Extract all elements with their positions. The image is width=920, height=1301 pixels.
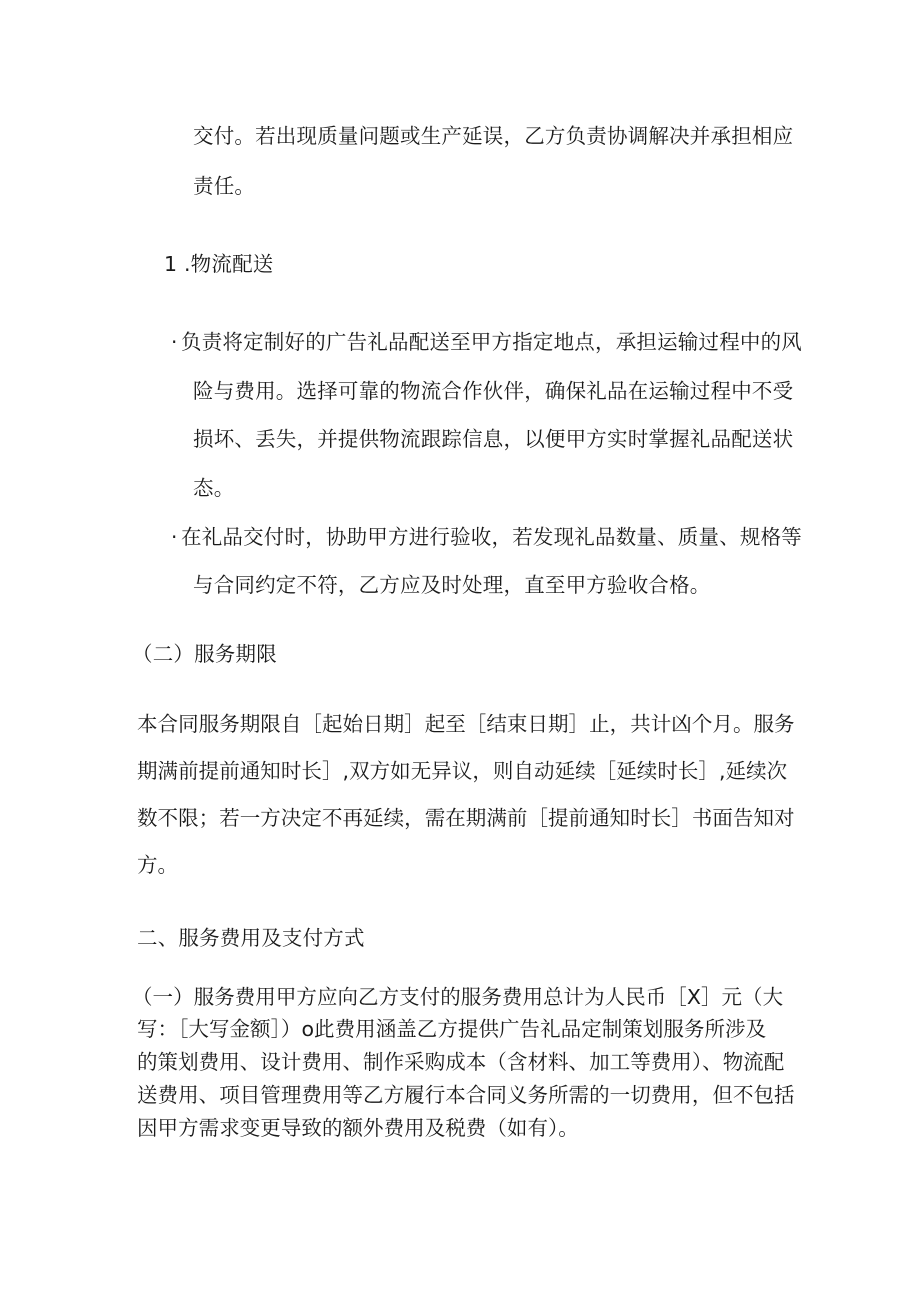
bullet-marker-2: ·: [171, 525, 178, 549]
logistics-heading: 1 .物流配送: [164, 252, 274, 276]
bullet-marker-1: ·: [171, 330, 178, 354]
fees-line-1: （一）服务费用甲方应向乙方支付的服务费用总计为人民币［X］元（大: [132, 985, 784, 1009]
fees-line-5: 因甲方需求变更导致的额外费用及税费（如有）。: [137, 1116, 579, 1140]
logistics-bullet-1-line-2: 险与费用。选择可靠的物流合作伙伴，确保礼品在运输过程中不受: [193, 379, 794, 403]
service-term-line-1: 本合同服务期限自［起始日期］起至［结束日期］止，共计凶个月。服务: [137, 712, 795, 736]
logistics-bullet-1-line-4: 态。: [193, 476, 235, 500]
fees-line-3: 的策划费用、设计费用、制作采购成本（含材料、加工等费用）、物流配: [137, 1050, 785, 1074]
logistics-bullet-2-line-1: 在礼品交付时，协助甲方进行验收，若发现礼品数量、质量、规格等: [181, 525, 802, 549]
fees-heading: 二、服务费用及支付方式: [137, 926, 365, 950]
logistics-bullet-2-line-2: 与合同约定不符，乙方应及时处理，直至甲方验收合格。: [193, 573, 711, 597]
logistics-bullet-1-line-1: 负责将定制好的广告礼品配送至甲方指定地点，承担运输过程中的风: [181, 330, 802, 354]
fees-line-2: 写：［大写金额］）o此费用涵盖乙方提供广告礼品定制策划服务所涉及: [137, 1017, 767, 1041]
service-term-line-3: 数不限；若一方决定不再延续，需在期满前［提前通知时长］书面告知对: [137, 806, 795, 830]
fees-line-4: 送费用、项目管理费用等乙方履行本合同义务所需的一切费用，但不包括: [137, 1083, 795, 1107]
service-term-heading: （二）服务期限: [132, 642, 277, 666]
logistics-bullet-1-line-3: 损坏、丢失，并提供物流跟踪信息，以便甲方实时掌握礼品配送状: [193, 427, 794, 451]
production-text-line-2: 责任。: [193, 174, 256, 198]
service-term-line-4: 方。: [137, 853, 179, 877]
production-text-line-1: 交付。若出现质量问题或生产延误，乙方负责协调解决并承担相应: [193, 124, 794, 148]
service-term-line-2: 期满前提前通知时长］,双方如无异议，则自动延续［延续时长］,延续次: [137, 759, 788, 783]
